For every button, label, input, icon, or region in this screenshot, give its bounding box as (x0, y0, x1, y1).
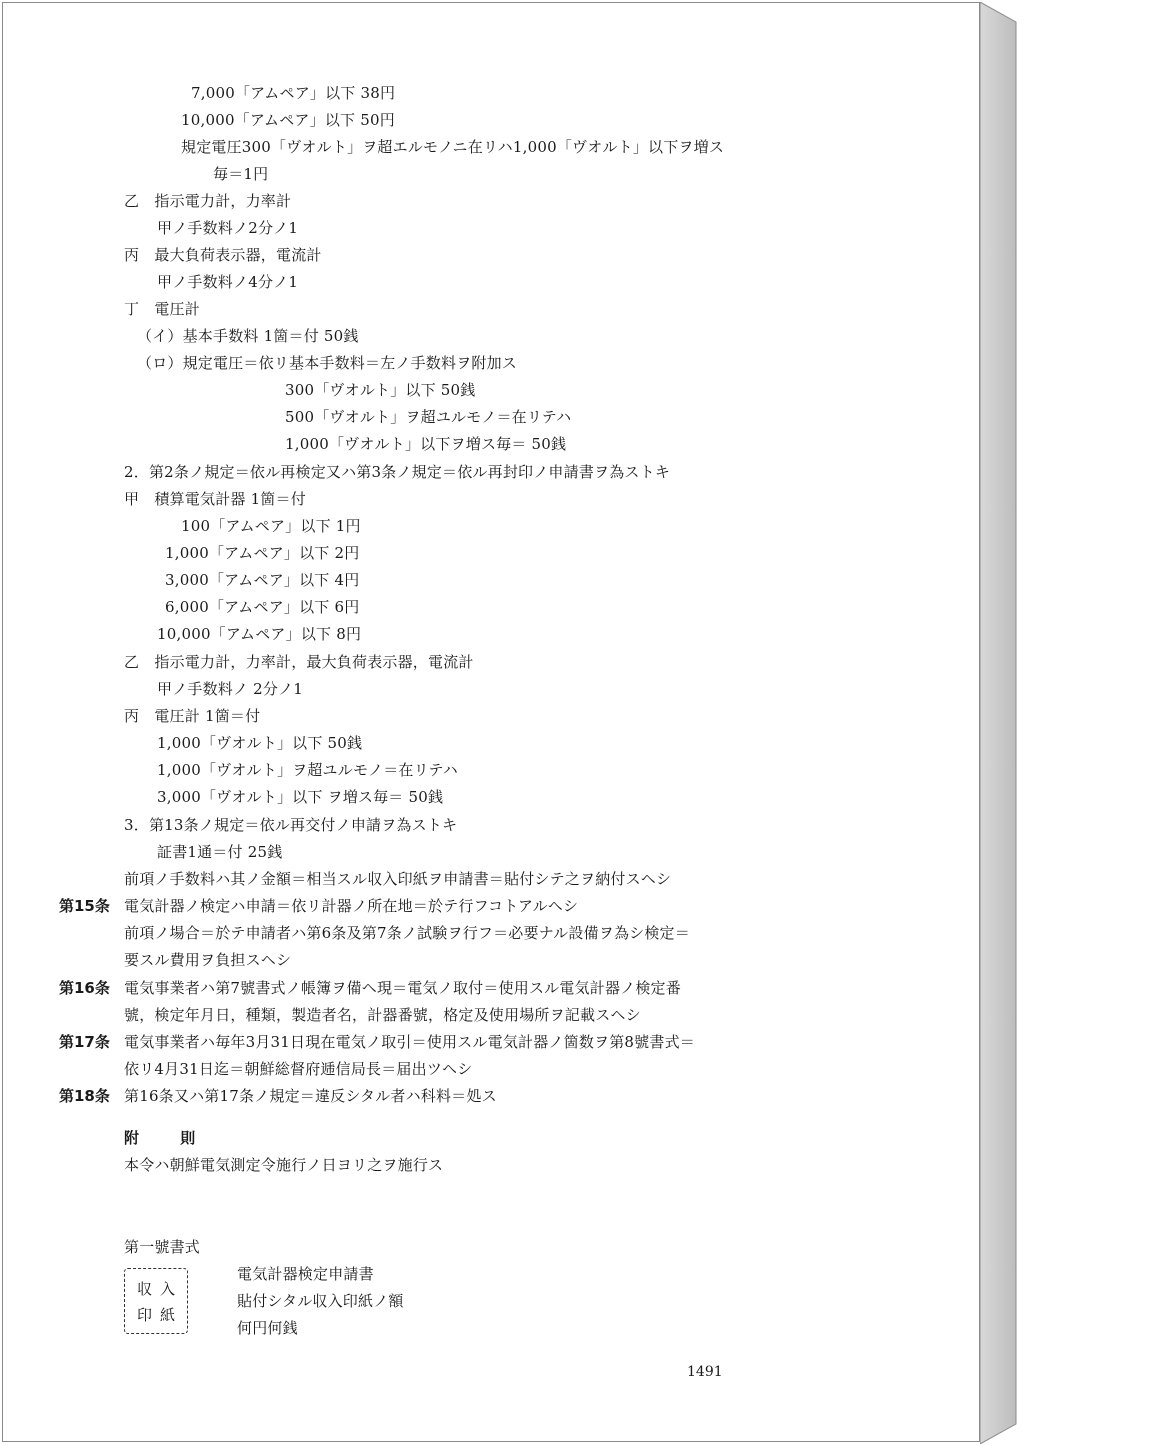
text-line: 1,000「ヴオルト」以下 50銭 (157, 734, 363, 752)
text-line: 前項ノ手数料ハ其ノ金額＝相当スル収入印紙ヲ申請書＝貼付シテ之ヲ納付スヘシ (124, 870, 672, 888)
text-line: （ロ）規定電圧＝依リ基本手数料＝左ノ手数料ヲ附加ス (137, 354, 518, 372)
text-line: 丙 電圧計 1箇＝付 (124, 707, 261, 725)
text-line: 號，検定年月日，種類，製造者名，計器番號，格定及使用場所ヲ記載スヘシ (124, 1006, 641, 1024)
text-line: 丙 最大負荷表示器，電流計 (124, 246, 322, 264)
text-line: 乙 指示電力計，力率計，最大負荷表示器，電流計 (124, 653, 474, 671)
form-line: 貼付シタル収入印紙ノ額 (237, 1292, 404, 1310)
text-line: 要スル費用ヲ負担スヘシ (124, 951, 292, 969)
stamp-label-line1: 収入 (136, 1280, 183, 1298)
text-line: 依リ4月31日迄＝朝鮮総督府逓信局長＝届出ツヘシ (124, 1060, 473, 1078)
form-title: 第一號書式 (124, 1238, 201, 1256)
text-line: 100「アムペア」以下 1円 (181, 517, 361, 535)
text-line: 丁 電圧計 (124, 300, 201, 318)
text-line: 第16条又ハ第17条ノ規定＝違反シタル者ハ科料＝処ス (124, 1087, 497, 1105)
text-line: 前項ノ場合＝於テ申請者ハ第6条及第7条ノ試験ヲ行フ＝必要ナル設備ヲ為シ検定＝ (124, 924, 690, 942)
text-line: 10,000「アムペア」以下 50円 (181, 111, 395, 129)
article-label: 第17条 (59, 1033, 110, 1051)
article-label: 第15条 (59, 897, 110, 915)
text-line: 証書1通＝付 25銭 (157, 843, 283, 861)
text-line: 甲 積算電気計器 1箇＝付 (124, 490, 306, 508)
text-line: 1,000「ヴオルト」ヲ超ユルモノ＝在リテハ (157, 761, 458, 779)
form-line: 電気計器検定申請書 (237, 1265, 374, 1283)
text-line: 甲ノ手数料ノ 2分ノ1 (157, 680, 304, 698)
stamp-label-line2: 印紙 (136, 1306, 183, 1324)
article-label: 第18条 (59, 1087, 110, 1105)
page-number: 1491 (687, 1364, 723, 1380)
text-line: 7,000「アムペア」以下 38円 (191, 84, 396, 102)
text-line: 3,000「アムペア」以下 4円 (165, 571, 360, 589)
text-line: 1,000「ヴオルト」以下ヲ増ス毎＝ 50銭 (285, 435, 567, 453)
text-line: 乙 指示電力計，力率計 (124, 192, 292, 210)
text-line: 300「ヴオルト」以下 50銭 (285, 381, 476, 399)
document-page (2, 2, 980, 1442)
text-line: 毎＝1円 (213, 165, 269, 183)
text-line: （イ）基本手数料 1箇＝付 50銭 (137, 327, 359, 345)
revenue-stamp-box (124, 1268, 188, 1334)
text-line: 電気計器ノ検定ハ申請＝依リ計器ノ所在地＝於テ行フコトアルヘシ (124, 897, 579, 915)
text-line: 6,000「アムペア」以下 6円 (165, 598, 360, 616)
text-line: 1,000「アムペア」以下 2円 (165, 544, 360, 562)
book-spine (980, 2, 1018, 1444)
article-label: 第16条 (59, 979, 110, 997)
text-line: 3．第13条ノ規定＝依ル再交付ノ申請ヲ為ストキ (124, 816, 458, 834)
text-line: 2．第2条ノ規定＝依ル再検定又ハ第3条ノ規定＝依ル再封印ノ申請書ヲ為ストキ (124, 463, 671, 481)
text-line: 10,000「アムペア」以下 8円 (157, 625, 362, 643)
text-line: 3,000「ヴオルト」以下 ヲ増ス毎＝ 50銭 (157, 788, 444, 806)
form-line: 何円何銭 (237, 1319, 298, 1337)
supplementary-heading: 附 則 (124, 1129, 214, 1147)
text-line: 電気事業者ハ第7號書式ノ帳簿ヲ備ヘ現＝電気ノ取付＝使用スル電気計器ノ検定番 (124, 979, 681, 997)
text-line: 本令ハ朝鮮電気測定令施行ノ日ヨリ之ヲ施行ス (124, 1156, 444, 1174)
text-line: 規定電圧300「ヴオルト」ヲ超エルモノニ在リハ1,000「ヴオルト」以下ヲ増ス (181, 138, 725, 156)
text-line: 電気事業者ハ毎年3月31日現在電気ノ取引＝使用スル電気計器ノ箇数ヲ第8號書式＝ (124, 1033, 695, 1051)
text-line: 500「ヴオルト」ヲ超ユルモノ＝在リテハ (285, 408, 572, 426)
text-line: 甲ノ手数料ノ4分ノ1 (157, 273, 299, 291)
text-line: 甲ノ手数料ノ2分ノ1 (157, 219, 299, 237)
